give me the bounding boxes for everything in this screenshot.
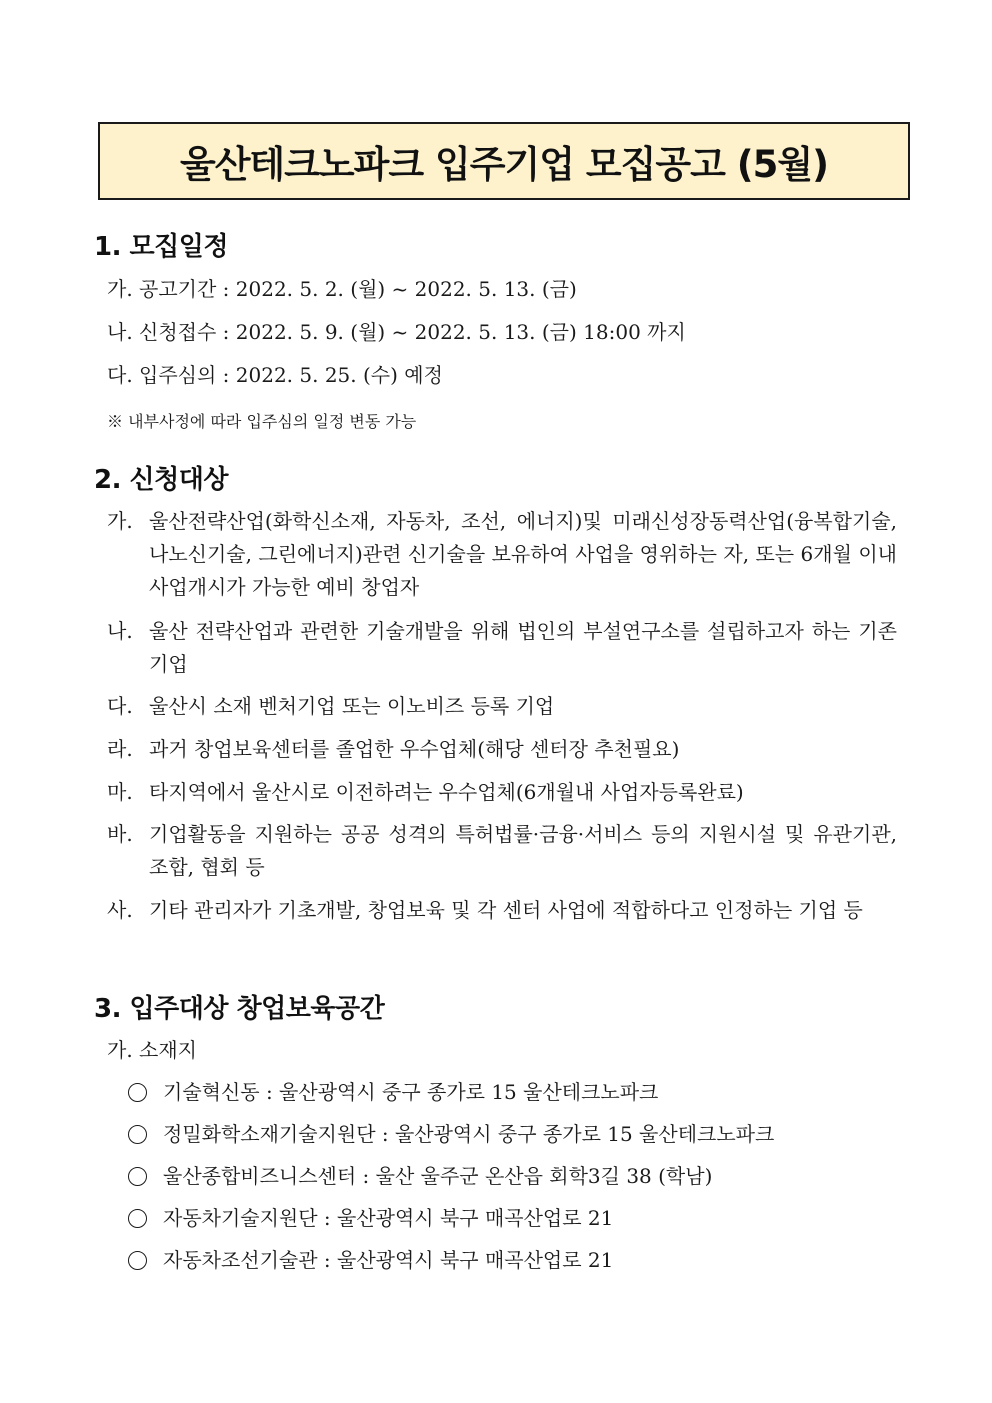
location-item: [128, 1076, 658, 1109]
eligibility-item-marker: 나.: [107, 619, 133, 643]
schedule-item-application: 나. 신청접수 : 2022. 5. 9. (월) ~ 2022. 5. 13. (금) 18:00 까지: [107, 320, 686, 344]
eligibility-item: [107, 690, 897, 723]
eligibility-item-text: 과거 창업보육센터를 졸업한 우수업체(해당 센터장 추천필요): [149, 737, 680, 761]
schedule-item-announcement: 가. 공고기간 : 2022. 5. 2. (월) ~ 2022. 5. 13. (금): [107, 277, 577, 301]
circle-bullet-icon: [128, 1209, 147, 1228]
section-heading-incubation-space: 3. 입주대상 창업보육공간: [94, 994, 385, 1024]
eligibility-item: [107, 776, 897, 809]
circle-bullet-icon: [128, 1167, 147, 1186]
eligibility-item: [107, 505, 897, 604]
circle-bullet-icon: [128, 1083, 147, 1102]
circle-bullet-icon: [128, 1125, 147, 1144]
eligibility-item: [107, 733, 897, 766]
location-text: 기술혁신동 : 울산광역시 중구 종가로 15 울산테크노파크: [163, 1080, 659, 1104]
location-text: 정밀화학소재기술지원단 : 울산광역시 중구 종가로 15 울산테크노파크: [163, 1122, 775, 1146]
eligibility-item-marker: 마.: [107, 780, 133, 804]
eligibility-item-text: 기업활동을 지원하는 공공 성격의 특허법률·금융·서비스 등의 지원시설 및 유관기관, 조합, 협회 등: [149, 822, 897, 879]
location-item: [128, 1202, 613, 1235]
location-text: 자동차조선기술관 : 울산광역시 북구 매곡산업로 21: [163, 1248, 614, 1272]
location-subheading: 가. 소재지: [107, 1038, 197, 1062]
eligibility-item: [107, 894, 897, 927]
location-item: [128, 1244, 613, 1277]
eligibility-item: [107, 615, 897, 681]
circle-bullet-icon: [128, 1251, 147, 1270]
schedule-note: ※ 내부사정에 따라 입주심의 일정 변동 가능: [107, 412, 417, 431]
eligibility-item-marker: 바.: [107, 822, 133, 846]
eligibility-item-marker: 사.: [107, 898, 133, 922]
location-item: [128, 1160, 712, 1193]
section-heading-schedule: 1. 모집일정: [94, 232, 228, 262]
eligibility-item: [107, 818, 897, 884]
eligibility-item-text: 기타 관리자가 기초개발, 창업보육 및 각 센터 사업에 적합하다고 인정하는 기업 등: [149, 898, 863, 922]
eligibility-item-marker: 라.: [107, 737, 133, 761]
section-heading-eligibility: 2. 신청대상: [94, 465, 228, 495]
eligibility-item-marker: 다.: [107, 694, 133, 718]
title-box: [98, 122, 910, 200]
eligibility-item-text: 타지역에서 울산시로 이전하려는 우수업체(6개월내 사업자등록완료): [149, 780, 744, 804]
eligibility-item-text: 울산시 소재 벤처기업 또는 이노비즈 등록 기업: [149, 694, 555, 718]
page-title: 울산테크노파크 입주기업 모집공고 (5월): [179, 143, 829, 186]
eligibility-item-text: 울산전략산업(화학신소재, 자동차, 조선, 에너지)및 미래신성장동력산업(융복합기술, 나노신기술, 그린에너지)관련 신기술을 보유하여 사업을 영위하는 자, 또는 6개월 이내 사업개시가 가능한 예비 창업자: [149, 509, 897, 599]
location-text: 울산종합비즈니스센터 : 울산 울주군 온산읍 회학3길 38 (학남): [163, 1164, 713, 1188]
location-item: [128, 1118, 774, 1151]
eligibility-item-marker: 가.: [107, 509, 133, 533]
schedule-item-review: 다. 입주심의 : 2022. 5. 25. (수) 예정: [107, 363, 443, 387]
location-text: 자동차기술지원단 : 울산광역시 북구 매곡산업로 21: [163, 1206, 614, 1230]
eligibility-item-text: 울산 전략산업과 관련한 기술개발을 위해 법인의 부설연구소를 설립하고자 하는 기존 기업: [149, 619, 897, 676]
